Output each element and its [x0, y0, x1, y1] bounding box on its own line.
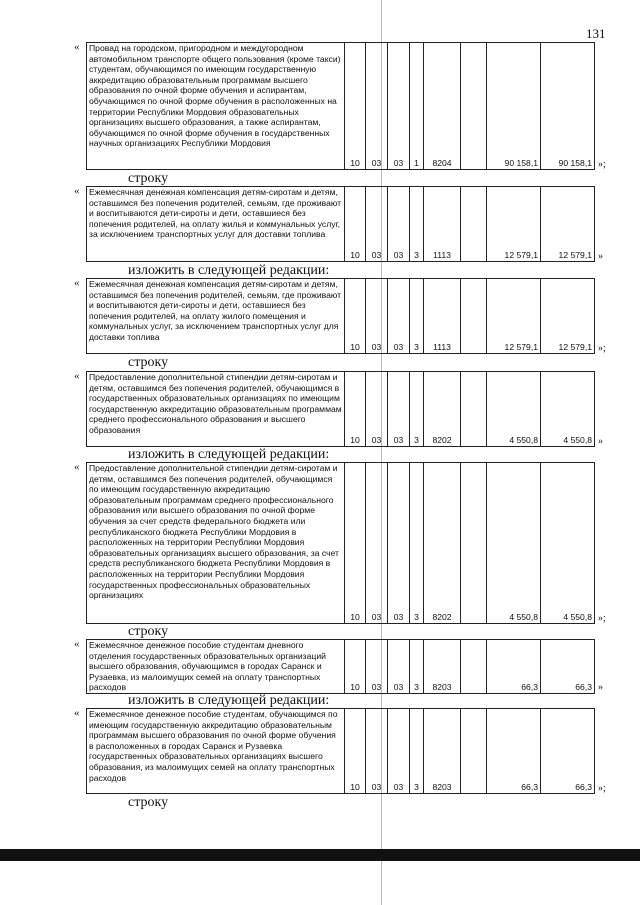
table-row — [86, 42, 594, 170]
row-description: Ежемесячная денежная компенсация детям-сиротам и детям, оставшимся без попечения родителей, семьям, где проживают и воспитываются дети-сироты и дети, оставшиеся без попечения родителей, на оплату жилья и коммунальных услуг, за исключением транспортных услуг для доставки топлива — [87, 187, 345, 262]
amount-2: 12 579,1 — [541, 279, 595, 354]
program-code: 3 — [410, 640, 424, 694]
close-mark: » — [598, 682, 603, 693]
table-row — [86, 708, 594, 794]
subsection-code: 03 — [366, 187, 388, 262]
section-code: 10 — [345, 709, 366, 794]
open-quote: « — [74, 638, 80, 650]
table-row — [86, 371, 594, 447]
program-code: 3 — [410, 372, 424, 447]
subsection-code: 03 — [366, 709, 388, 794]
section-code: 10 — [345, 187, 366, 262]
amount-2: 4 550,8 — [541, 463, 595, 624]
close-mark: » — [598, 251, 603, 262]
amount-2: 66,3 — [541, 640, 595, 694]
heading-stroku: строку — [128, 795, 169, 810]
target-code: 8203 — [424, 640, 461, 694]
amount-1: 12 579,1 — [487, 187, 541, 262]
row-description: Ежемесячное денежное пособие студентам дневного отделения государственных образовательных организаций высшего образования, обучающимся в городах Саранск и Рузаевка, из малоимущих семей на оплату транспортных расходов — [87, 640, 345, 694]
section-code: 10 — [345, 640, 366, 694]
amount-2: 66,3 — [541, 709, 595, 794]
target-code: 1113 — [424, 279, 461, 354]
table-row — [86, 639, 594, 693]
amount-2: 12 579,1 — [541, 187, 595, 262]
article-code: 03 — [388, 640, 410, 694]
table-row — [86, 278, 594, 354]
close-mark: »; — [598, 343, 606, 354]
heading-stroku: строку — [128, 624, 169, 639]
subsection-code: 03 — [366, 279, 388, 354]
row-description: Предоставление дополнительной стипендии детям-сиротам и детям, оставшимся без попечения родителей, обучающимся по имеющим государственную аккредитацию образовательным программам среднего профессионального образования или высшего образования по очной форме обучения за счет средств федерального бюджета или республиканского бюджета Республики Мордовия в расположенных на территории Республики Мордовия образовательных организациях высшего образования, за счет средств республиканского бюджета Республики Мордовия в расположенных на территории Республики Мордовия государственных профессиональных образовательных организациях — [87, 463, 345, 624]
expense-type-cell — [461, 463, 487, 624]
subsection-code: 03 — [366, 463, 388, 624]
subsection-code: 03 — [366, 640, 388, 694]
expense-type-cell — [461, 640, 487, 694]
target-code: 8204 — [424, 43, 461, 170]
table-row — [86, 462, 594, 624]
heading-stroku: строку — [128, 355, 169, 370]
amount-1: 4 550,8 — [487, 372, 541, 447]
scan-edge-bar — [0, 849, 640, 861]
section-code: 10 — [345, 372, 366, 447]
close-mark: »; — [598, 159, 606, 170]
expense-type-cell — [461, 709, 487, 794]
open-quote: « — [74, 370, 80, 382]
open-quote: « — [74, 277, 80, 289]
expense-type-cell — [461, 372, 487, 447]
section-code: 10 — [345, 279, 366, 354]
open-quote: « — [74, 185, 80, 197]
expense-type-cell — [461, 187, 487, 262]
heading-stroku: строку — [128, 171, 169, 186]
open-quote: « — [74, 461, 80, 473]
article-code: 03 — [388, 43, 410, 170]
close-mark: »; — [598, 613, 606, 624]
target-code: 8203 — [424, 709, 461, 794]
subsection-code: 03 — [366, 43, 388, 170]
close-mark: » — [598, 436, 603, 447]
table-row — [86, 186, 594, 262]
program-code: 3 — [410, 709, 424, 794]
row-description: Провад на городском, пригородном и междугородном автомобильном транспорте общего пользования (кроме такси) студентам, обучающимся по имеющим государственную аккредитацию образовательным программам высшего образования по очной форме обучения и аспирантам, обучающимся по очной форме обучения в расположенных на территории Республики Мордовия образовательных организациях высшего образования, а также аспирантам, обучающимся по очной форме обучения в государственных научных организациях Республики Мордовия — [87, 43, 345, 170]
row-description: Ежемесячное денежное пособие студентам, обучающимся по имеющим государственную аккредитацию образовательным программам высшего образования по очной форме обучения в расположенных в городах Саранск и Рузаевка государственных образовательных организациях высшего образования, из малоимущих семей на оплату транспортных расходов — [87, 709, 345, 794]
page-number: 131 — [586, 26, 606, 41]
section-code: 10 — [345, 43, 366, 170]
section-code: 10 — [345, 463, 366, 624]
target-code: 8202 — [424, 372, 461, 447]
program-code: 1 — [410, 43, 424, 170]
article-code: 03 — [388, 279, 410, 354]
amount-2: 90 158,1 — [541, 43, 595, 170]
article-code: 03 — [388, 187, 410, 262]
open-quote: « — [74, 707, 80, 719]
target-code: 1113 — [424, 187, 461, 262]
amount-1: 66,3 — [487, 709, 541, 794]
article-code: 03 — [388, 372, 410, 447]
target-code: 8202 — [424, 463, 461, 624]
subsection-code: 03 — [366, 372, 388, 447]
article-code: 03 — [388, 709, 410, 794]
program-code: 3 — [410, 279, 424, 354]
heading-izlozhit: изложить в следующей редакции: — [128, 447, 330, 462]
expense-type-cell — [461, 43, 487, 170]
amount-1: 66,3 — [487, 640, 541, 694]
row-description: Ежемесячная денежная компенсация детям-сиротам и детям, оставшимся без попечения родителей, семьям, где проживают и воспитываются дети-сироты и дети, оставшиеся без попечения родителей, на оплату жилого помещения и коммунальных услуг, за исключением транспортных услуг для доставки топлива — [87, 279, 345, 354]
amount-2: 4 550,8 — [541, 372, 595, 447]
program-code: 3 — [410, 187, 424, 262]
amount-1: 12 579,1 — [487, 279, 541, 354]
heading-izlozhit: изложить в следующей редакции: — [128, 693, 330, 708]
heading-izlozhit: изложить в следующей редакции: — [128, 263, 330, 278]
amount-1: 90 158,1 — [487, 43, 541, 170]
row-description: Предоставление дополнительной стипендии детям-сиротам и детям, оставшимся без попечения родителей, обучающимся в государственных образовательных организациях по имеющим государственную аккредитацию образовательным программам среднего профессионального образования и высшего образования — [87, 372, 345, 447]
article-code: 03 — [388, 463, 410, 624]
open-quote: « — [74, 41, 80, 53]
close-mark: »; — [598, 783, 606, 794]
amount-1: 4 550,8 — [487, 463, 541, 624]
expense-type-cell — [461, 279, 487, 354]
program-code: 3 — [410, 463, 424, 624]
